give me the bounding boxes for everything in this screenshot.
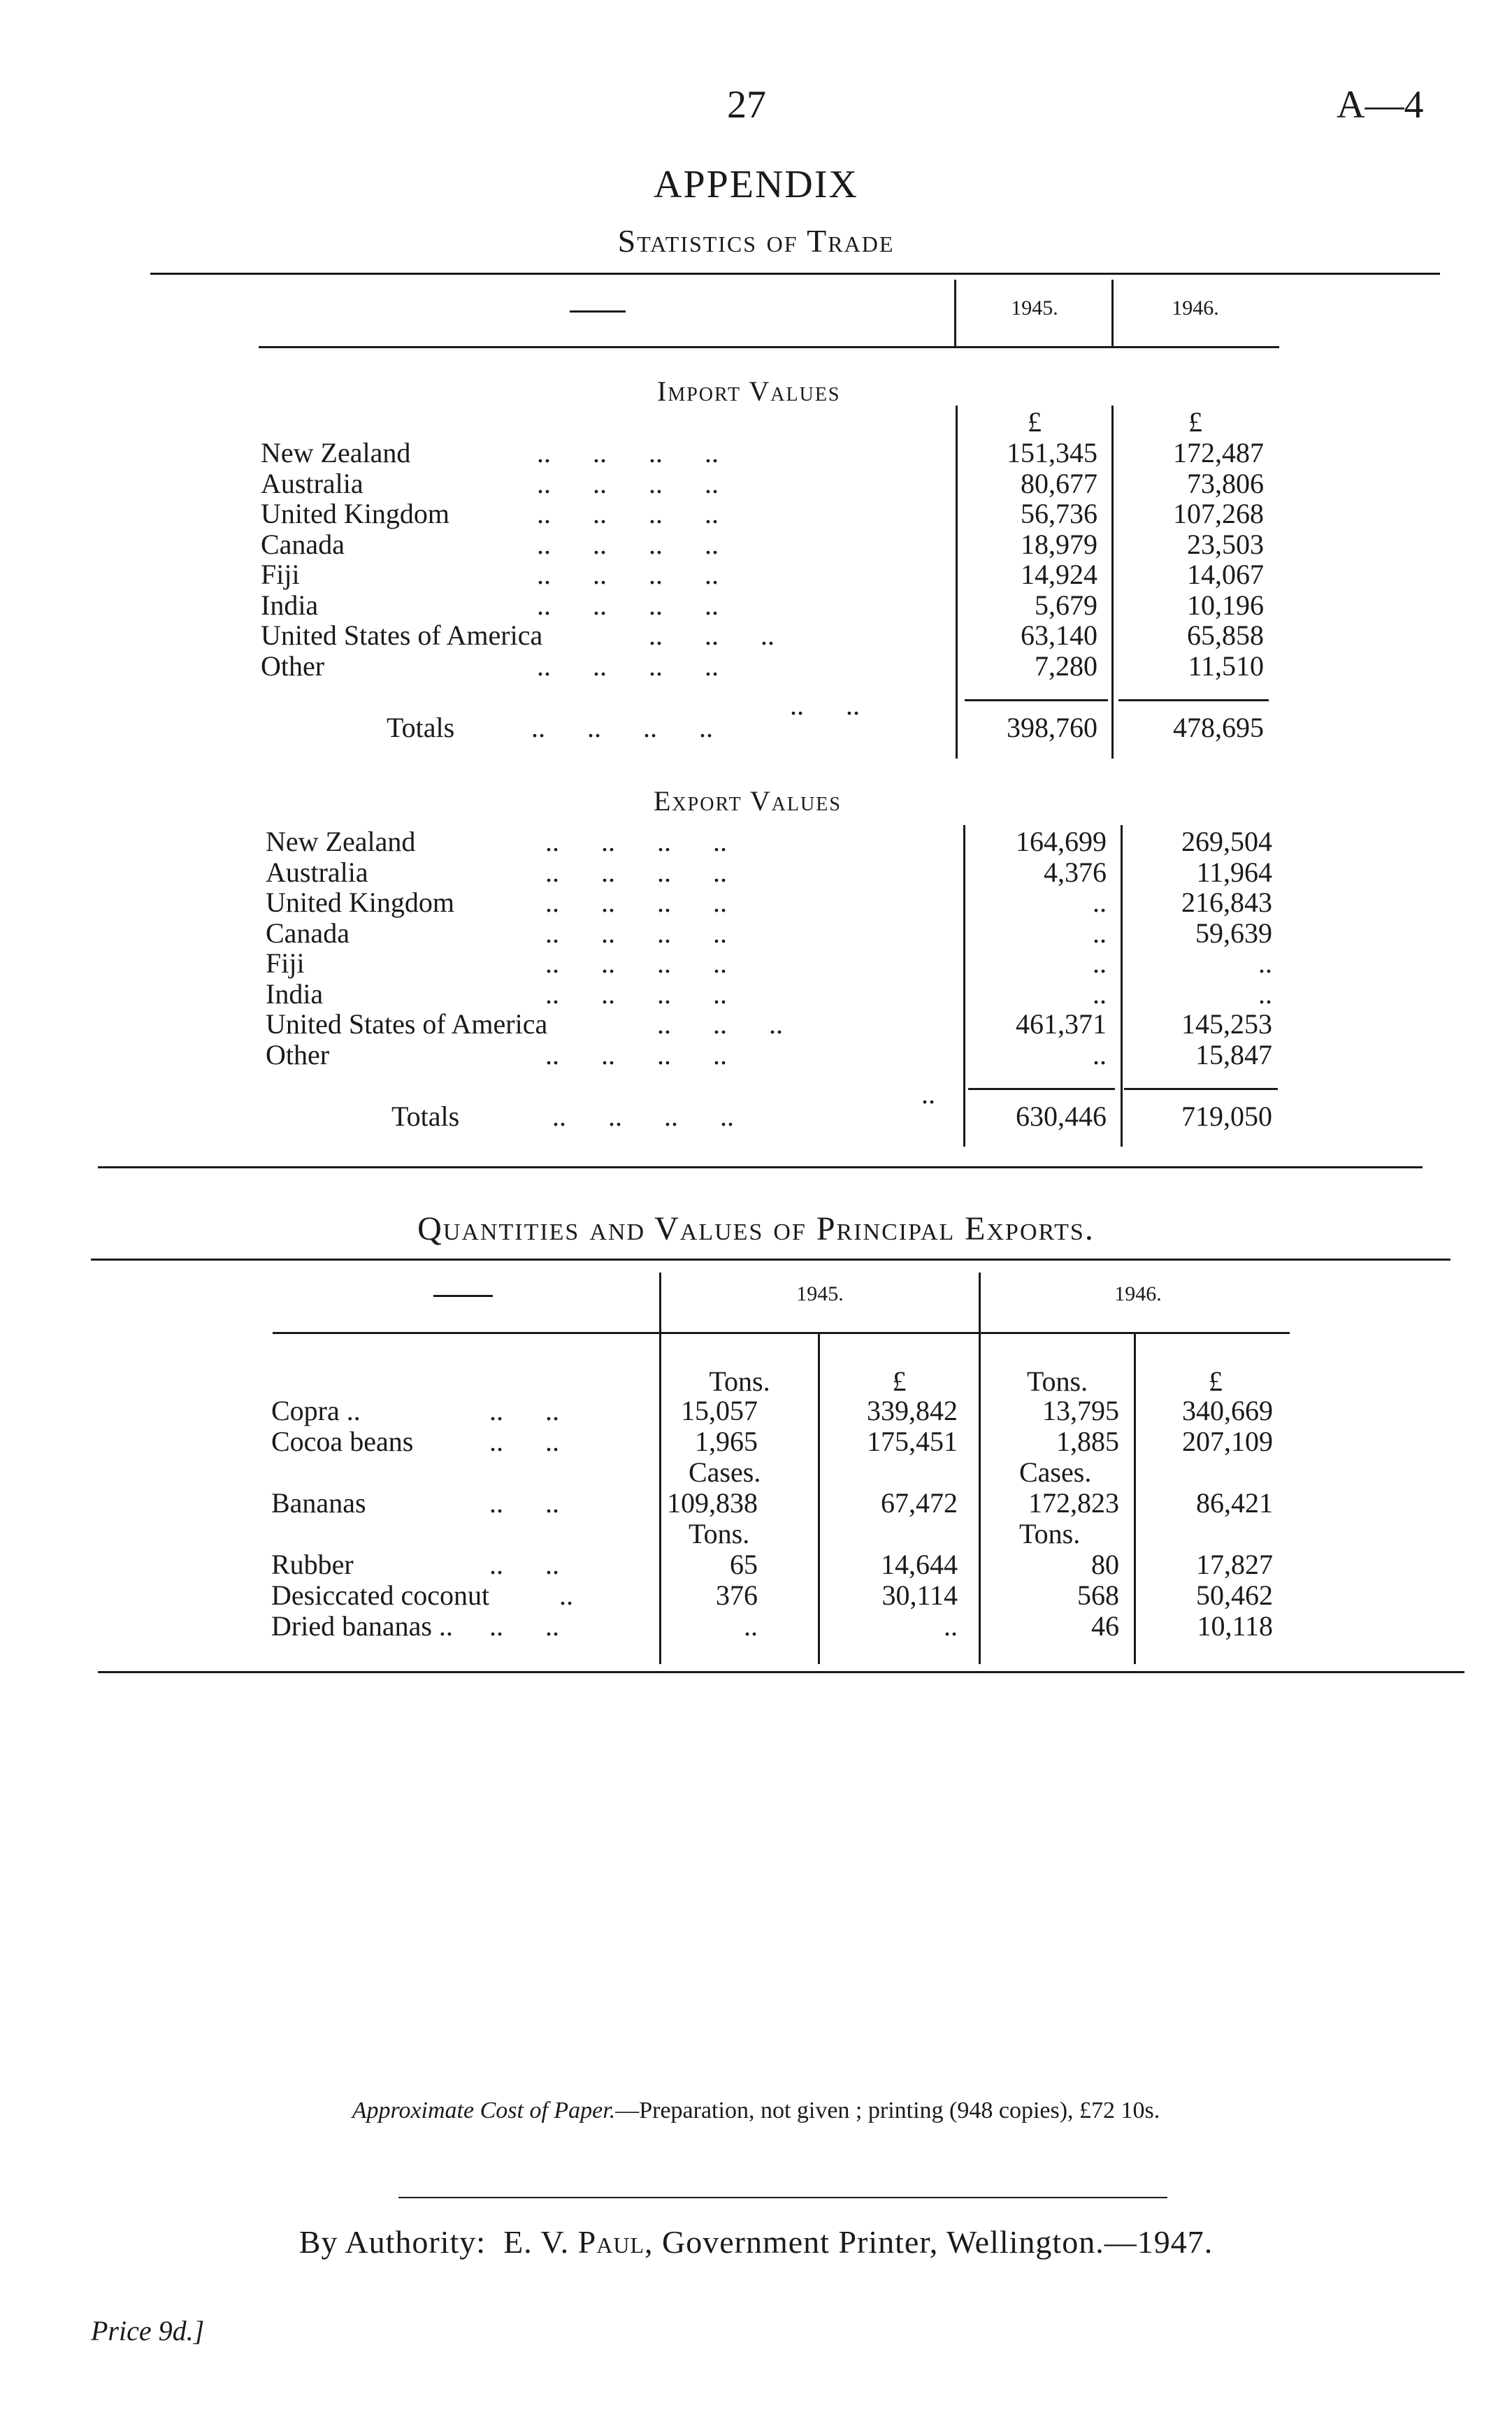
import-totals-leader-upper: .. .. <box>790 689 860 721</box>
import-row-leader: .. .. .. .. <box>537 589 719 621</box>
export-qty-1946: 13,795 <box>1042 1395 1119 1426</box>
export-value-1946: 216,843 <box>1181 887 1272 918</box>
export-value-1946: 11,964 <box>1196 856 1272 888</box>
page-number: 27 <box>727 83 766 127</box>
import-total-rule-1945 <box>965 699 1108 701</box>
printer-name: E. V. Paul, <box>503 2224 654 2260</box>
export-qty-1945: 1,965 <box>695 1426 758 1457</box>
import-value-1945: 80,677 <box>1021 467 1097 499</box>
export-row-leader: .. .. .. .. <box>545 887 727 918</box>
trade-year-1946: 1946. <box>1172 296 1219 320</box>
import-value-1946: 172,487 <box>1173 437 1264 468</box>
export-value-1946: 269,504 <box>1181 826 1272 857</box>
authority-line <box>0 2223 1512 2260</box>
export-row-label: New Zealand <box>266 826 416 857</box>
import-total-rule-1946 <box>1118 699 1269 701</box>
export-item-leader: .. .. <box>489 1487 559 1519</box>
import-row-label: India <box>261 589 319 621</box>
exports-header-rule <box>273 1332 1290 1334</box>
export-qty-1945: 376 <box>716 1579 758 1611</box>
export-value-1945: .. <box>1093 977 1107 1010</box>
export-item-unit-1945: Cases. <box>689 1456 761 1488</box>
statistics-subtitle: Statistics of Trade <box>617 223 895 259</box>
cost-footnote <box>0 2098 1512 2124</box>
export-item-label: Dried bananas .. <box>271 1610 453 1642</box>
export-value-1946: 50,462 <box>1196 1579 1273 1611</box>
import-value-1946: 73,806 <box>1187 467 1264 499</box>
import-row-label: Fiji <box>261 559 300 590</box>
export-value-1946: .. <box>1258 947 1272 979</box>
export-value-1945: 30,114 <box>881 1579 958 1611</box>
import-row-label: New Zealand <box>261 437 411 468</box>
export-row-label: Other <box>266 1038 330 1070</box>
import-value-1946: 10,196 <box>1187 589 1264 621</box>
import-row-label: Canada <box>261 528 345 560</box>
exports-blank-header <box>433 1295 493 1297</box>
export-totals-leader: .. .. .. .. <box>552 1101 734 1132</box>
trade-year-1945: 1945. <box>1011 296 1058 320</box>
export-total-rule-1945 <box>968 1088 1115 1090</box>
import-value-1945: 63,140 <box>1021 619 1097 651</box>
export-total-rule-1946 <box>1124 1088 1278 1090</box>
export-values-heading: Export Values <box>654 785 842 817</box>
export-value-1946: 145,253 <box>1181 1008 1272 1040</box>
trade-header-divider-2 <box>1111 280 1114 346</box>
import-unit-1946: £ <box>1188 406 1202 438</box>
export-value-1946: 59,639 <box>1195 917 1272 949</box>
export-value-1946: 86,421 <box>1196 1487 1273 1519</box>
export-row-label: Fiji <box>266 947 305 979</box>
export-item-label: Cocoa beans <box>271 1426 414 1457</box>
export-row-leader: .. .. .. .. <box>545 1038 727 1070</box>
page-reference: A—4 <box>1337 83 1424 127</box>
export-value-1945: 175,451 <box>867 1426 958 1457</box>
import-value-1945: 151,345 <box>1007 437 1097 468</box>
export-value-1945: 339,842 <box>867 1395 958 1426</box>
exports-bottom-rule <box>98 1671 1464 1673</box>
import-total-1946: 478,695 <box>1173 712 1264 743</box>
export-item-unit-1946: Cases. <box>1019 1456 1092 1488</box>
export-item-label: Desiccated coconut <box>271 1579 490 1611</box>
trade-top-rule <box>150 273 1440 275</box>
export-qty-1946: 568 <box>1077 1579 1119 1611</box>
trade-header-rule <box>259 346 1279 348</box>
trade-header-divider-1 <box>954 280 956 346</box>
export-qty-1946: 46 <box>1091 1610 1119 1642</box>
import-value-1946: 14,067 <box>1187 559 1264 590</box>
export-total-1945: 630,446 <box>1016 1101 1107 1132</box>
import-row-label: Other <box>261 650 325 682</box>
import-value-1945: 14,924 <box>1021 559 1097 590</box>
import-value-1945: 7,280 <box>1035 650 1097 682</box>
export-row-leader: .. .. .. .. <box>545 947 727 979</box>
export-item-label: Bananas <box>271 1487 366 1519</box>
exports-unit-qty-1946: Tons. <box>1026 1366 1088 1397</box>
import-unit-1945: £ <box>1028 406 1042 438</box>
import-row-leader: .. .. .. .. <box>537 498 719 529</box>
export-value-1945: .. <box>944 1610 958 1642</box>
export-value-1945: 14,644 <box>881 1549 958 1580</box>
import-value-1946: 11,510 <box>1188 650 1264 682</box>
cost-label: Approximate Cost of Paper. <box>352 2098 616 2123</box>
export-row-leader: .. .. .. .. <box>545 917 727 949</box>
export-row-leader: .. .. .. .. <box>545 977 727 1010</box>
exports-year-1945: 1945. <box>796 1282 844 1305</box>
export-item-leader: .. .. <box>489 1395 559 1426</box>
export-value-1946: 207,109 <box>1182 1426 1273 1457</box>
export-value-1946: 10,118 <box>1197 1610 1273 1642</box>
trade-bottom-rule <box>98 1166 1423 1168</box>
export-value-1945: 4,376 <box>1044 856 1107 888</box>
authority-suffix: Government Printer, Wellington.—1947. <box>661 2224 1214 2260</box>
export-value-1946: 15,847 <box>1195 1038 1272 1070</box>
export-item-leader: .. <box>489 1579 573 1611</box>
export-row-label: India <box>266 977 324 1010</box>
import-row-leader: .. .. .. <box>537 619 775 651</box>
appendix-title: APPENDIX <box>654 163 858 206</box>
import-totals-label: Totals <box>387 712 455 743</box>
export-value-1945: .. <box>1093 1038 1107 1070</box>
import-row-leader: .. .. .. .. <box>537 528 719 560</box>
export-qty-1946: 172,823 <box>1028 1487 1119 1519</box>
export-row-label: United States of America <box>266 1008 548 1040</box>
import-value-1946: 65,858 <box>1187 619 1264 651</box>
export-value-1945: 461,371 <box>1016 1008 1107 1040</box>
export-totals-leader-upper: .. <box>921 1078 935 1110</box>
export-row-label: United Kingdom <box>266 887 454 918</box>
export-value-1945: .. <box>1093 887 1107 918</box>
import-value-1945: 5,679 <box>1035 589 1097 621</box>
export-qty-1945: 15,057 <box>681 1395 758 1426</box>
export-qty-1946: 80 <box>1091 1549 1119 1580</box>
export-value-1945: 67,472 <box>881 1487 958 1519</box>
price-label: Price 9d.] <box>91 2315 205 2346</box>
authority-prefix: By Authority: <box>298 2224 487 2260</box>
export-row-label: Australia <box>266 856 368 888</box>
export-value-1946: .. <box>1258 977 1272 1010</box>
export-item-leader: .. .. <box>489 1426 559 1457</box>
export-value-1945: 164,699 <box>1016 826 1107 857</box>
export-item-label: Copra .. <box>271 1395 361 1426</box>
export-value-1945: .. <box>1093 917 1107 949</box>
export-item-leader: .. .. <box>489 1610 559 1642</box>
footer-rule <box>398 2197 1167 2198</box>
import-row-label: United Kingdom <box>261 498 449 529</box>
import-values-heading: Import Values <box>657 375 841 407</box>
import-row-leader: .. .. .. .. <box>537 559 719 590</box>
import-row-label: United States of America <box>261 619 543 651</box>
export-row-leader: .. .. .. .. <box>545 826 727 857</box>
import-value-1945: 18,979 <box>1021 528 1097 560</box>
export-value-1945: .. <box>1093 947 1107 979</box>
import-total-1945: 398,760 <box>1007 712 1097 743</box>
import-value-1946: 23,503 <box>1187 528 1264 560</box>
exports-unit-val-1945: £ <box>892 1366 907 1397</box>
export-totals-label: Totals <box>391 1101 460 1132</box>
import-row-label: Australia <box>261 467 363 499</box>
export-row-label: Canada <box>266 917 350 949</box>
import-row-leader: .. .. .. .. <box>537 437 719 468</box>
export-item-label: Rubber <box>271 1549 354 1580</box>
import-totals-leader: .. .. .. .. <box>531 712 713 743</box>
export-total-1946: 719,050 <box>1181 1101 1272 1132</box>
export-item-unit-1945: Tons. <box>689 1518 750 1549</box>
export-row-leader: .. .. .. .. <box>545 856 727 888</box>
export-qty-1945: 109,838 <box>667 1487 758 1519</box>
import-divider-2 <box>1111 406 1114 759</box>
export-item-leader: .. .. <box>489 1549 559 1580</box>
export-qty-1945: 65 <box>730 1549 758 1580</box>
export-value-1946: 17,827 <box>1196 1549 1273 1580</box>
export-qty-1946: 1,885 <box>1056 1426 1119 1457</box>
export-value-1946: 340,669 <box>1182 1395 1273 1426</box>
exports-unit-val-1946: £ <box>1209 1366 1223 1397</box>
principal-exports-title: Quantities and Values of Principal Exports. <box>417 1210 1095 1247</box>
import-value-1946: 107,268 <box>1173 498 1264 529</box>
exports-top-rule <box>91 1259 1450 1261</box>
trade-blank-header <box>570 310 626 313</box>
exports-unit-qty-1945: Tons. <box>709 1366 770 1397</box>
exports-year-1946: 1946. <box>1114 1282 1162 1305</box>
export-row-leader: .. .. .. <box>545 1008 783 1040</box>
import-value-1945: 56,736 <box>1021 498 1097 529</box>
export-item-unit-1946: Tons. <box>1019 1518 1081 1549</box>
export-qty-1945: .. <box>744 1610 758 1642</box>
import-row-leader: .. .. .. .. <box>537 467 719 499</box>
cost-text: —Preparation, not given ; printing (948 copies), £72 10s. <box>615 2098 1160 2123</box>
import-row-leader: .. .. .. .. <box>537 650 719 682</box>
